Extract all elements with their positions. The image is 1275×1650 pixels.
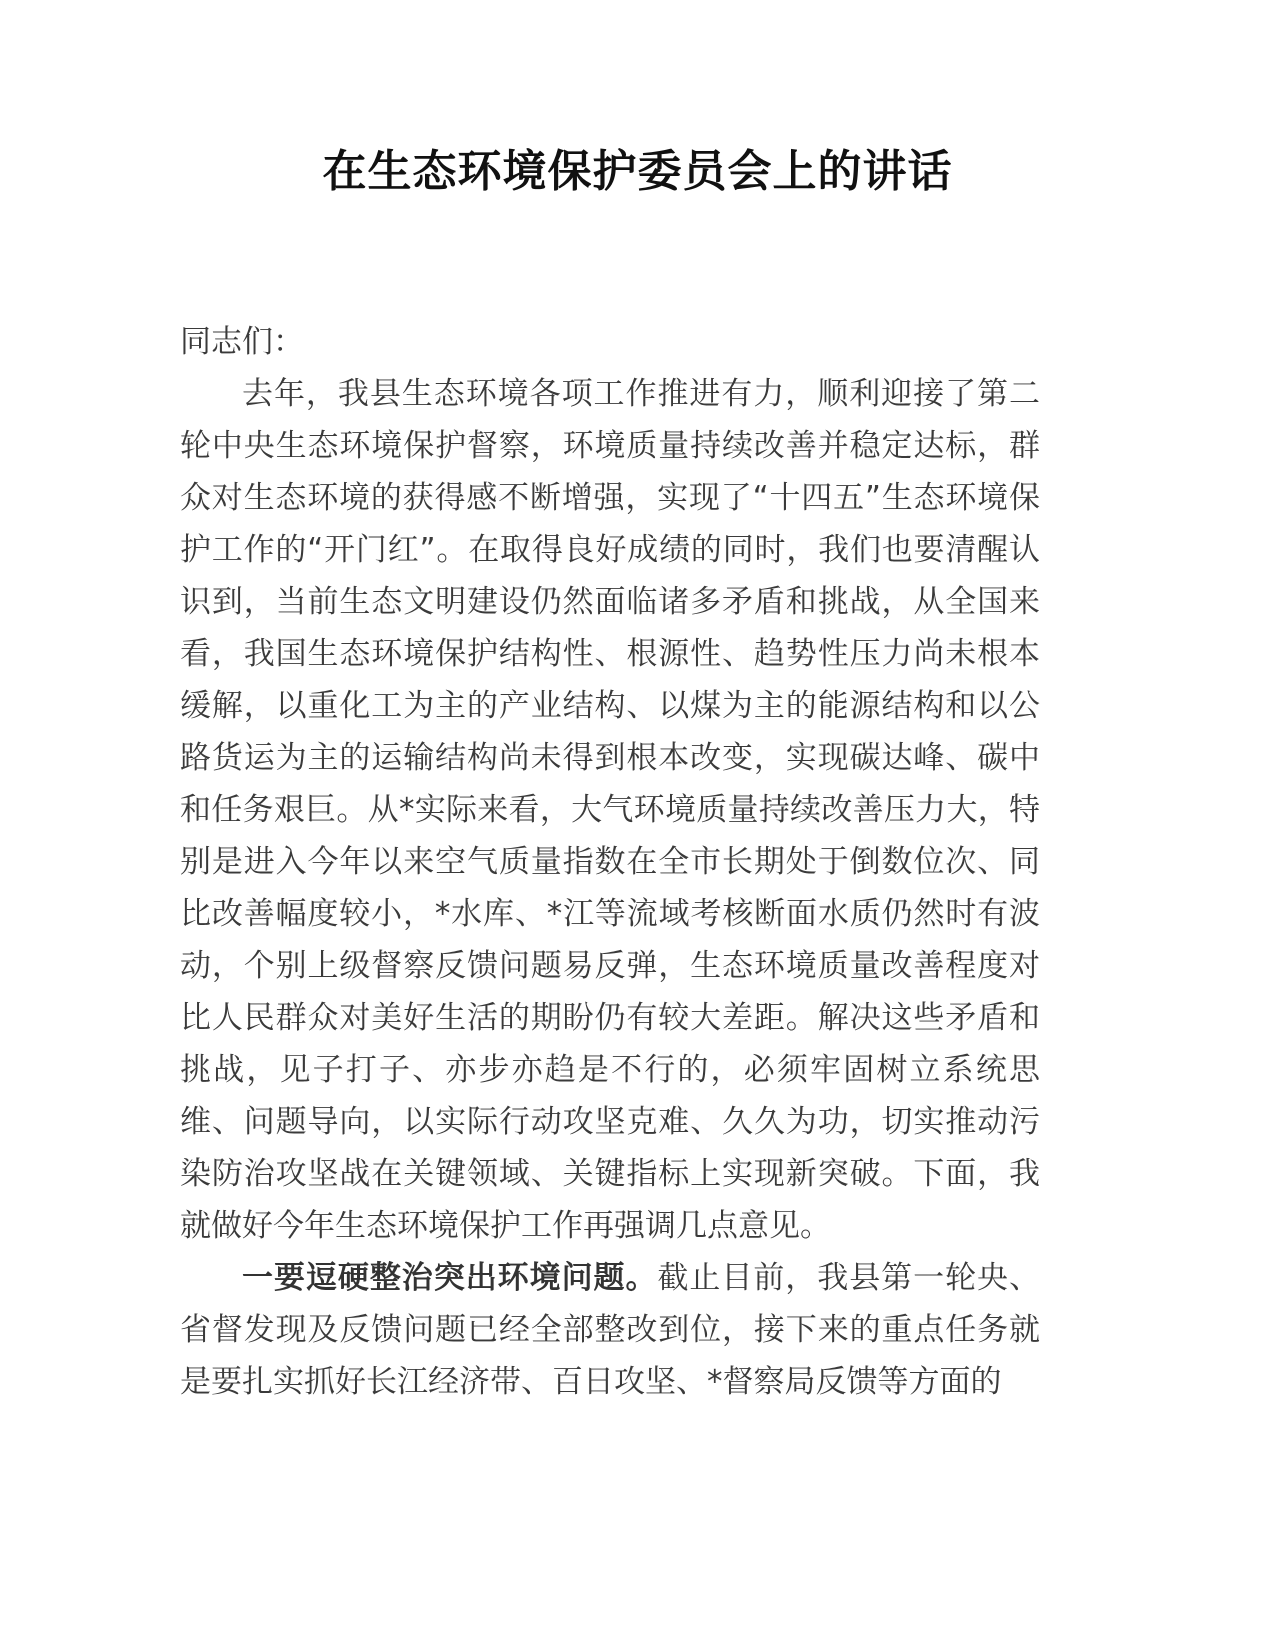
salutation: 同志们： bbox=[180, 324, 304, 360]
paragraph-point-one bbox=[180, 1252, 1040, 1408]
document-title: 在生态环境保护委员会上的讲话 bbox=[322, 146, 953, 197]
document-body bbox=[180, 316, 1040, 1408]
point-one-heading: 一要逗硬整治突出环境问题。 bbox=[242, 1260, 658, 1296]
point-one-text: 截止目前，我县第一轮央、省督发现及反馈问题已经全部整改到位，接下来的重点任务就是要扎实抓好长江经济带、百日攻坚、*督察局反馈等方面的 bbox=[180, 1260, 1041, 1400]
paragraph-intro: 去年，我县生态环境各项工作推进有力，顺利迎接了第二轮中央生态环境保护督察，环境质量持续改善并稳定达标，群众对生态环境的获得感不断增强，实现了“十四五”生态环境保护工作的“开门红”。在取得良好成绩的同时，我们也要清醒认识到，当前生态文明建设仍然面临诸多矛盾和挑战，从全国来看，我国生态环境保护结构性、根源性、趋势性压力尚未根本缓解，以重化工为主的产业结构、以煤为主的能源结构和以公路货运为主的运输结构尚未得到根本改变，实现碳达峰、碳中和任务艰巨。从*实际来看，大气环境质量持续改善压力大，特别是进入今年以来空气质量指数在全市长期处于倒数位次、同比改善幅度较小，*水库、*江等流域考核断面水质仍然时有波动，个别上级督察反馈问题易反弹，生态环境质量改善程度对比人民群众对美好生活的期盼仍有较大差距。解决这些矛盾和挑战，见子打子、亦步亦趋是不行的，必须牢固树立系统思维、问题导向，以实际行动攻坚克难、久久为功，切实推动污染防治攻坚战在关键领域、关键指标上实现新突破。下面，我就做好今年生态环境保护工作再强调几点意见。 bbox=[180, 376, 1040, 1244]
